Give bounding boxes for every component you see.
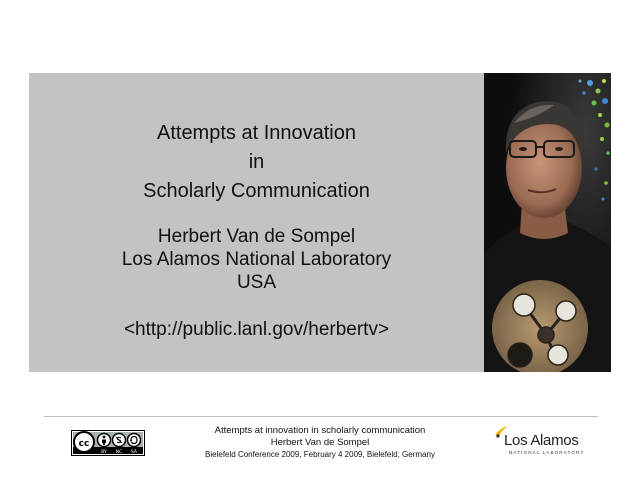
cc-license-icon (71, 430, 145, 456)
footer-author: Herbert Van de Sompel (270, 437, 370, 448)
author-country: USA (236, 272, 277, 293)
logo-subtitle: NATIONAL LABORATORY (509, 450, 585, 455)
author-name: Herbert Van de Sompel (157, 226, 356, 247)
footer-text (180, 425, 460, 461)
los-alamos-logo (494, 424, 585, 458)
presenter-portrait (484, 73, 611, 372)
presenter-photo (484, 73, 611, 372)
title-line-2: in (248, 151, 265, 173)
author-block (29, 225, 484, 294)
slide-title (29, 119, 484, 206)
footer-divider (44, 416, 598, 417)
title-line-3: Scholarly Communication (143, 180, 370, 202)
title-panel (29, 73, 484, 372)
footer-event: Bielefeld Conference 2009, February 4 2009, Bielefeld, Germany (205, 450, 435, 459)
author-url: <http://public.lanl.gov/herbertv> (123, 319, 390, 340)
cc-main-text: cc (78, 439, 90, 449)
cc-term-nc: NC (115, 450, 123, 455)
cc-license-badge[interactable] (71, 430, 145, 456)
cc-term-by: BY (101, 450, 107, 455)
logo-name: Los Alamos (504, 432, 579, 449)
cc-term-sa: SA (130, 450, 138, 455)
title-line-1: Attempts at Innovation (156, 122, 356, 144)
author-affiliation: Los Alamos National Laboratory (121, 249, 392, 270)
footer-title: Attempts at innovation in scholarly communication (214, 425, 426, 436)
